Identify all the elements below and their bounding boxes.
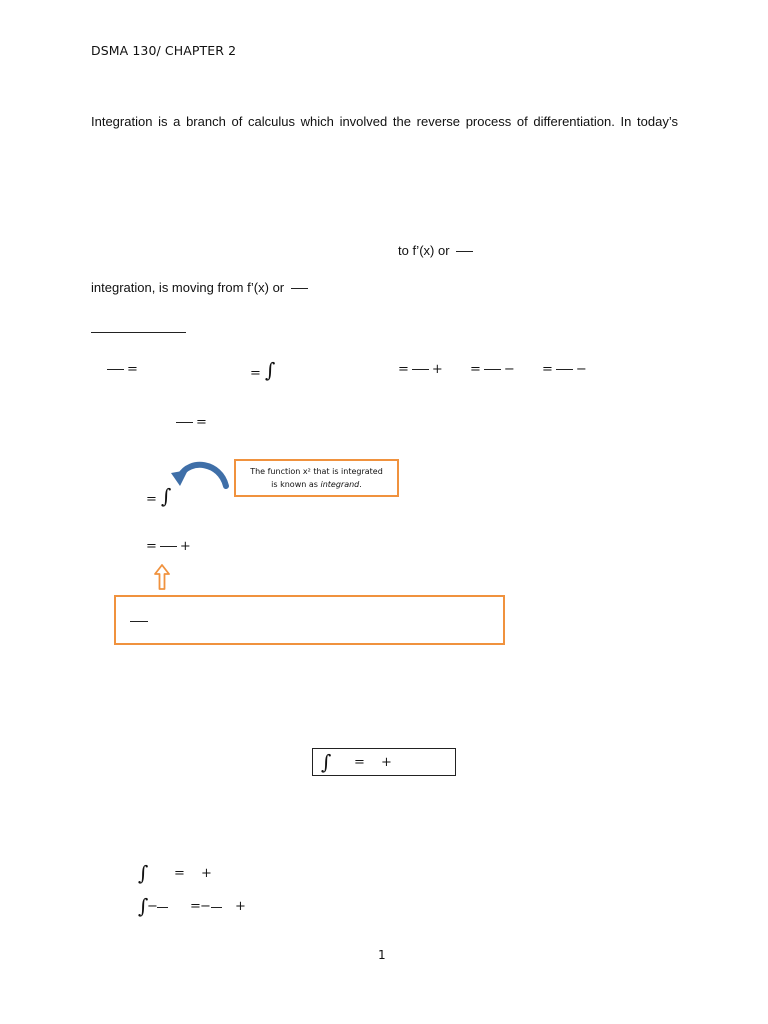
- equals-sign: =: [354, 755, 365, 770]
- integral-sign-icon: ∫: [161, 484, 172, 508]
- equation-result-minus-b: [542, 362, 587, 377]
- power-rule-formula-box: [312, 748, 456, 776]
- intro-paragraph: Integration is a branch of calculus which involved the reverse process of differentiation. In today’s: [91, 114, 678, 129]
- to-derivative-text: to f’(x) or: [398, 243, 450, 258]
- plus-sign: +: [235, 899, 246, 914]
- plus-sign: +: [201, 866, 212, 881]
- integral-sign-icon: ∫: [138, 894, 149, 918]
- fraction-bar: [291, 288, 308, 289]
- equals-sign: =: [470, 362, 481, 377]
- integrand-note-box: [234, 459, 399, 497]
- page-header: DSMA 130/ CHAPTER 2: [91, 43, 237, 58]
- plus-sign: +: [381, 755, 392, 770]
- fraction-bar: [456, 251, 473, 252]
- page-number: 1: [378, 948, 386, 962]
- integration-definition-text: integration, is moving from f’(x) or: [91, 280, 285, 295]
- fraction-bar: [130, 621, 148, 622]
- up-arrow-icon: [154, 564, 170, 590]
- integration-definition-line: [91, 280, 311, 295]
- fraction-bar: [176, 422, 193, 423]
- fraction-bar: [107, 369, 124, 370]
- equals-sign: =: [190, 899, 201, 914]
- integrand-note-line1: The function x² that is integrated: [250, 467, 383, 476]
- fraction-bar: [484, 369, 501, 370]
- fraction-bar: [412, 369, 429, 370]
- equation-derivative: [104, 362, 138, 377]
- fraction-bar: [157, 907, 168, 908]
- integrand-term: integrand: [320, 480, 360, 489]
- plus-sign: +: [179, 539, 191, 554]
- equation-result-plus: [398, 362, 443, 377]
- minus-sign: −: [200, 899, 211, 914]
- example-1: [138, 861, 258, 887]
- plus-sign: +: [431, 362, 443, 377]
- minus-sign: −: [147, 899, 158, 914]
- equals-sign: =: [174, 866, 185, 881]
- integral-sign-icon: ∫: [265, 358, 276, 382]
- equation-integral: [250, 358, 275, 382]
- example-2: [138, 894, 268, 920]
- curved-arrow-icon: [168, 456, 232, 490]
- integral-sign-icon: ∫: [138, 861, 149, 885]
- integrand-note-line2: is known as integrand.: [271, 480, 362, 489]
- equals-sign: =: [196, 415, 207, 430]
- minus-sign: −: [503, 362, 515, 377]
- fraction-bar: [556, 369, 573, 370]
- equals-sign: =: [250, 366, 261, 381]
- constant-explanation-box: [114, 595, 505, 645]
- minus-sign: −: [575, 362, 587, 377]
- equals-sign: =: [146, 492, 157, 507]
- fraction-bar: [211, 907, 222, 908]
- equation-result-minus-a: [470, 362, 515, 377]
- fraction-bar: [160, 546, 177, 547]
- integral-sign-icon: ∫: [321, 750, 332, 774]
- equation-example-derivative: [173, 415, 207, 430]
- result-expression: [146, 539, 191, 554]
- equals-sign: =: [127, 362, 138, 377]
- equals-sign: =: [542, 362, 553, 377]
- equals-sign: =: [398, 362, 409, 377]
- integral-expression: [146, 484, 171, 508]
- to-derivative-line: [398, 243, 476, 258]
- section-underline: [91, 332, 186, 333]
- equals-sign: =: [146, 539, 157, 554]
